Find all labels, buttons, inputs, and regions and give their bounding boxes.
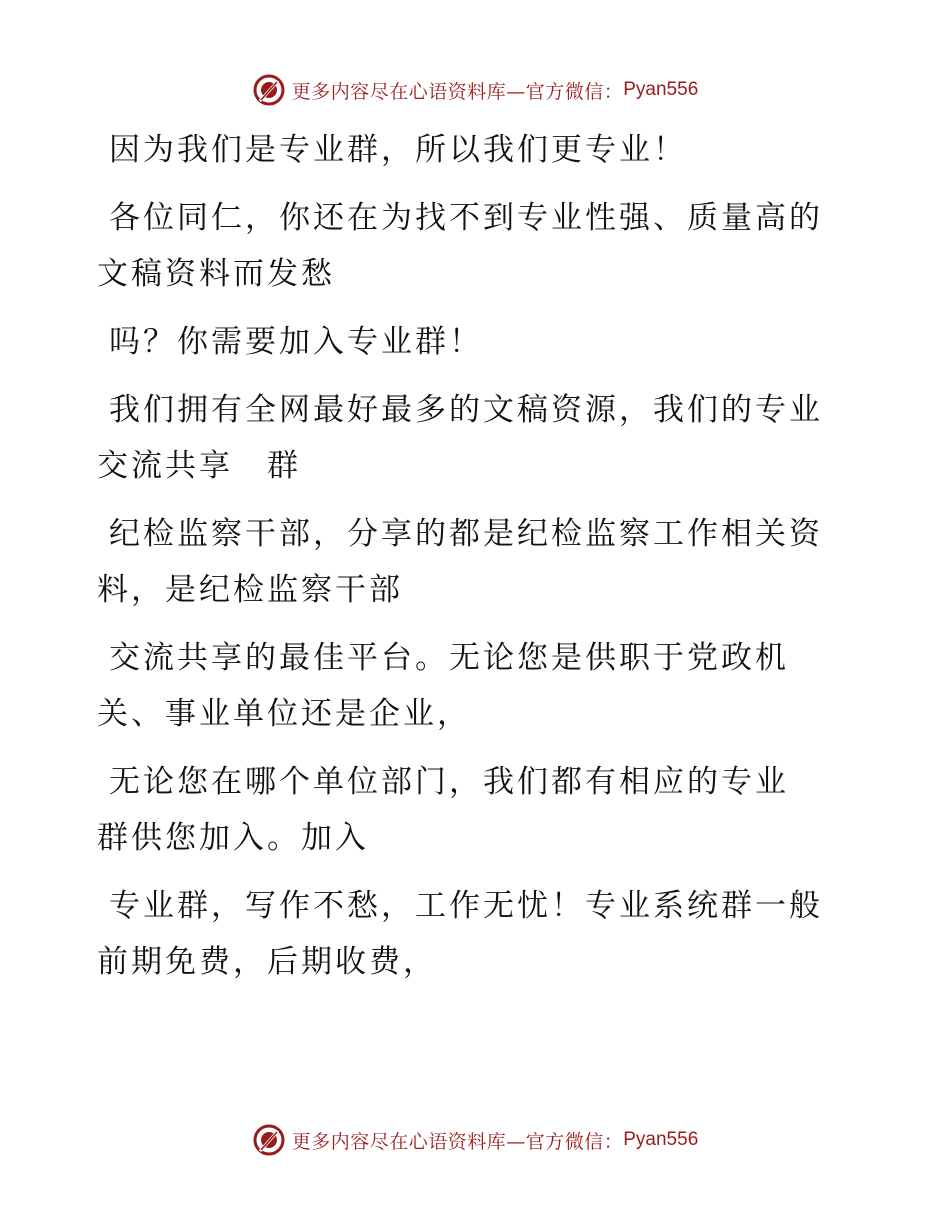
text-line: 文稿资料而发愁: [97, 256, 335, 292]
header-banner: [0, 70, 950, 110]
text-line: 前期免费，后期收费，: [97, 944, 437, 980]
seal-pen-icon: [252, 1123, 286, 1157]
text-line: 交流共享 群: [97, 448, 301, 484]
header-banner-text: 更多内容尽在心语资料库—官方微信：: [291, 80, 624, 103]
paragraph: [97, 878, 837, 990]
footer-wechat-id: Pyan556: [623, 1129, 699, 1150]
document-body: [97, 122, 837, 1002]
text-line: 我们拥有全网最好最多的文稿资源，我们的专业: [109, 392, 823, 428]
paragraph: [97, 754, 837, 866]
paragraph: [97, 506, 837, 618]
seal-pen-icon: [252, 73, 286, 107]
text-line: 纪检监察干部，分享的都是纪检监察工作相关资: [109, 516, 823, 552]
text-line: 关、事业单位还是企业，: [97, 696, 471, 732]
text-line: 群供您加入。加入: [97, 820, 369, 856]
paragraph: [97, 382, 837, 494]
text-line: 无论您在哪个单位部门，我们都有相应的专业: [109, 764, 789, 800]
paragraph: [97, 122, 837, 178]
paragraph: [97, 314, 837, 370]
text-line: 因为我们是专业群，所以我们更专业！: [109, 132, 687, 168]
paragraph: [97, 630, 837, 742]
footer-banner: [0, 1120, 950, 1160]
paragraph: [97, 190, 837, 302]
text-line: 各位同仁，你还在为找不到专业性强、质量高的: [109, 200, 823, 236]
text-line: 料，是纪检监察干部: [97, 572, 403, 608]
header-wechat-id: Pyan556: [623, 79, 699, 100]
text-line: 交流共享的最佳平台。无论您是供职于党政机: [109, 640, 789, 676]
text-line: 专业群，写作不愁，工作无忧！专业系统群一般: [109, 888, 823, 924]
footer-banner-text: 更多内容尽在心语资料库—官方微信：: [291, 1130, 624, 1153]
text-line: 吗？你需要加入专业群！: [109, 324, 483, 360]
